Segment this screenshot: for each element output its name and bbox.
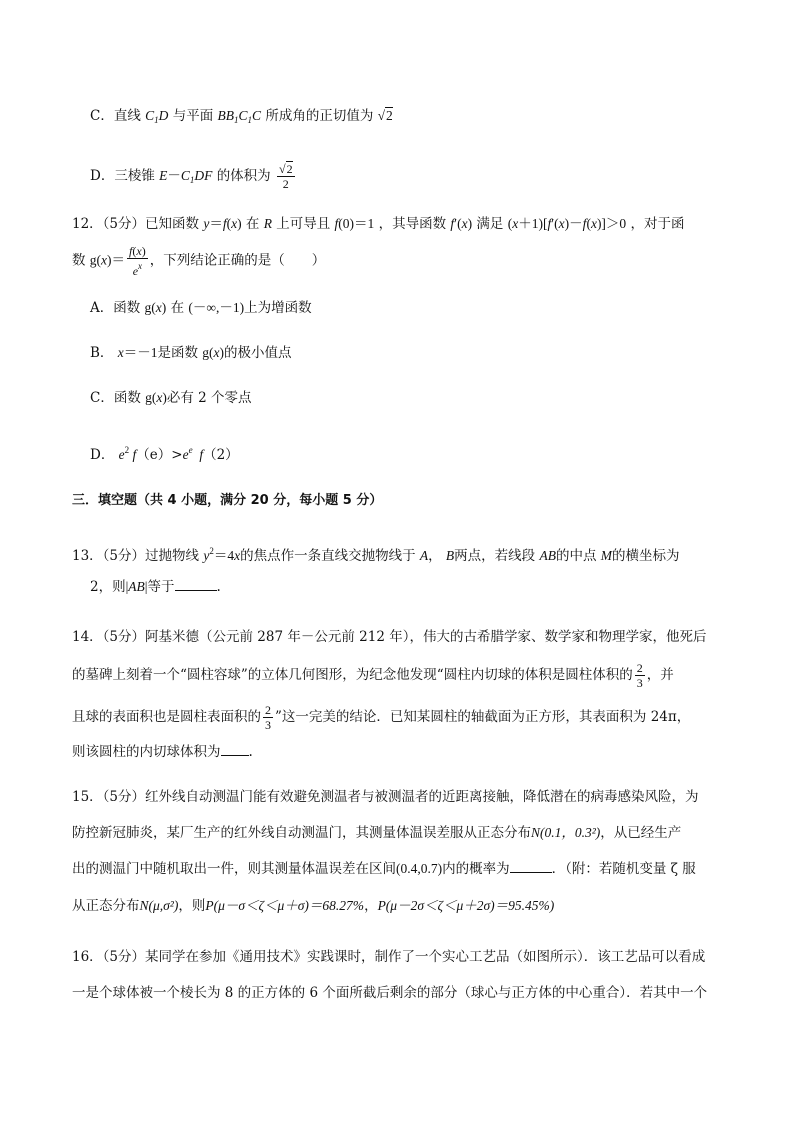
math-e-c1df: $E-C_1DF$ — [159, 168, 213, 185]
q16-line-1: 16．（5分）某同学在参加《通用技术》实践课时，制作了一个实心工艺品（如图所示）．该工艺品可以看成 — [72, 949, 706, 965]
math-c1d: $C_1D$ — [145, 108, 169, 125]
q12-option-c: C．函数 g(x)必有 2 个零点 — [90, 390, 252, 406]
q14-line-1: 14．（5分）阿基米德（公元前 287 年－公元前 212 年），伟大的古希腊学家、数学家和物理学家，他死后 — [72, 629, 707, 645]
section-title: 三．填空题（共 4 小题，满分 20 分，每小题 5 分） — [72, 493, 383, 508]
math-prob-2sigma: P(μ－2σ＜ζ＜μ＋2σ)＝95.45%) — [377, 898, 555, 913]
q13-line-2: 2，则|AB|等于 . — [90, 579, 221, 595]
math-a: A — [419, 548, 429, 563]
math-y-fx: y＝f(x) — [203, 216, 242, 231]
math-fprime: f′(x) — [450, 216, 473, 231]
math-x-eq-neg1: x＝－1 — [117, 345, 158, 360]
answer-blank — [510, 860, 552, 873]
math-gx-c: g(x) — [145, 390, 167, 405]
q14-line-2: 的墓碑上刻着一个“圆柱容球”的立体几何图形，为纪念他发现“圆柱内切球的体积是圆柱体积的 $\frac{2}{3}$ ，并 — [72, 661, 674, 690]
q16-line-2: 一是个球体被一个棱长为 8 的正方体的 6 个面所截后剩余的部分（球心与正方体的中心重合）．若其中一个 — [72, 985, 708, 1001]
q11-option-d: D．三棱锥 $E-C_1DF$ 的体积为 $\frac{√2}{2}$ — [90, 162, 293, 191]
math-gx: g(x)＝ — [89, 252, 126, 268]
q12-option-b: B． x＝－1是函数 g(x)的极小值点 — [90, 345, 292, 361]
math-bb1c1c: $BB_1C_1C$ — [217, 108, 262, 125]
q12-option-a: A．函数 g(x) 在 (－∞,－1)上为增函数 — [90, 300, 312, 316]
q14-line-4: 则该圆柱的内切球体积为 . — [72, 744, 253, 760]
fraction-sqrt2-over-2: $\frac{√2}{2}$ — [278, 162, 293, 191]
math-eef: $e^e$ f — [182, 445, 204, 462]
math-abs-ab: |AB| — [125, 579, 148, 594]
q11-option-c: C．直线 $C_1D$ 与平面 $BB_1C_1C$ 所成角的正切值为 √2 — [90, 108, 393, 125]
math-normal-dist: N(0.1，0.3²) — [531, 825, 601, 840]
math-e2f: $e^2$ f — [118, 445, 137, 462]
q12-line-2: 数 g(x)＝ $\frac{f(x)}{e^x}$ ，下列结论正确的是（ ） — [72, 244, 326, 278]
math-ab: AB — [539, 548, 556, 563]
math-gx-b: g(x) — [202, 345, 225, 360]
fraction-two-thirds: $\frac{2}{3}$ — [265, 703, 271, 732]
q13-line-1: 13．（5分）过抛物线 $y^2=4x$的焦点作一条直线交抛物线于 A， B两点，若线段 AB的中点 M的横坐标为 — [72, 546, 680, 564]
fraction-two-thirds: $\frac{2}{3}$ — [636, 661, 643, 690]
math-parabola: $y^2=4x$ — [203, 546, 241, 563]
q15-line-3: 出的测温门中随机取出一件，则其测量体温误差在区间(0.4,0.7)内的概率为 ．（附：若随机变量 ζ 服 — [72, 861, 696, 877]
math-b: B — [445, 548, 455, 563]
math-gx-a: g(x) — [144, 300, 167, 315]
math-interval: (－∞,－1) — [188, 300, 245, 315]
answer-blank — [221, 743, 249, 756]
answer-blank — [175, 578, 217, 591]
math-normal-general: N(μ,σ²) — [139, 898, 179, 913]
q15-line-2: 防控新冠肺炎，某厂生产的红外线自动测温门，其测量体温误差服从正态分布N(0.1，0.3²)，从已经生产 — [72, 825, 682, 841]
q15-line-4: 从正态分布N(μ,σ²)，则P(μ－σ＜ζ＜μ＋σ)＝68.27%，P(μ－2σ＜ζ＜μ＋2σ)＝95.45%) — [72, 898, 555, 914]
q15-line-1: 15．（5分）红外线自动测温门能有效避免测温者与被测温者的近距离接触，降低潜在的病毒感染风险，为 — [72, 789, 699, 805]
math-r: R — [263, 216, 272, 231]
math-sqrt2: √2 — [377, 108, 393, 123]
q12-line-1: 12．（5分）已知函数 y＝f(x) 在 R 上可导且 f(0)＝1 ，其导函数 f′(x) 满足 (x＋1)[f′(x)－f(x)]＞0 ，对于函 — [72, 216, 685, 232]
math-f0: f(0)＝1 — [334, 216, 375, 231]
q12-option-d: D． $e^2$ $f(e)>e^e$ f（2） — [90, 445, 239, 463]
math-prob-1sigma: P(μ－σ＜ζ＜μ＋σ)＝68.27% — [205, 898, 365, 913]
fraction-fx-over-ex: $\frac{f(x)}{e^x}$ — [129, 244, 146, 278]
math-interval-q15: (0.4,0.7) — [396, 861, 443, 876]
q14-line-3: 且球的表面积也是圆柱表面积的 $\frac{2}{3}$ ”这一完美的结论．已知某圆柱的轴截面为正方形，其表面积为 24π， — [72, 703, 691, 732]
math-condition: (x＋1)[f′(x)－f(x)]＞0 — [507, 216, 627, 231]
math-m: M — [600, 548, 613, 563]
